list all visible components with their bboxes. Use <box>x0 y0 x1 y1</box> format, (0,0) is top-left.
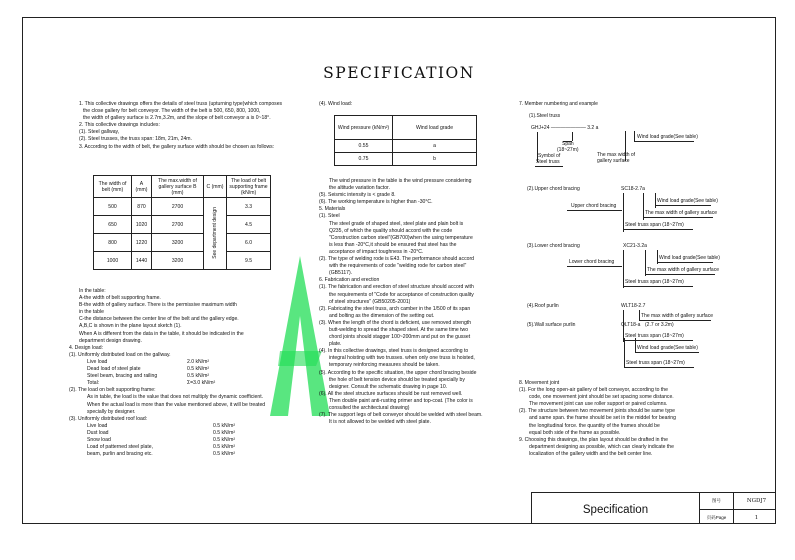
note-line: (6). All the steel structure surfaces should be rust removed well. <box>319 390 463 397</box>
table-cell: 0.55 <box>335 140 393 153</box>
middle-column <box>319 101 352 108</box>
leader-line <box>572 132 573 141</box>
see-department-design-note: See department design <box>212 206 218 259</box>
table-cell: 1220 <box>132 234 152 252</box>
table-header: The width of belt (mm) <box>94 176 132 198</box>
max-width-label: The max width of gallery surface <box>647 267 719 273</box>
left-notes <box>69 288 265 458</box>
table-cell-c <box>204 198 227 270</box>
leader-line <box>623 250 624 288</box>
note-line: and bolting as the dimension of the setting out. <box>329 312 435 319</box>
max-width-label-2: gallery surface <box>597 158 630 164</box>
load-value: 0.5 kN/m² <box>213 451 236 458</box>
intro-line: 3. According to the width of belt, the gallery surface width should be chosen as follows: <box>79 143 275 150</box>
load-line <box>69 380 265 387</box>
load-line <box>69 366 265 373</box>
load-line <box>69 451 265 458</box>
note-line: (2). The load on belt supporting frame: <box>69 387 156 394</box>
note-line: designer. Consult the schematic drawing in page 10. <box>329 383 448 390</box>
table-cell: 500 <box>94 198 132 216</box>
page-label: 页码Page <box>700 510 734 525</box>
symbol-label-2: Steel truss <box>536 159 560 165</box>
note-line: (3). Uniformly distributed roof load: <box>69 415 148 422</box>
table-cell: 4.5 <box>227 216 271 234</box>
member-numbering-heading: 7. Member numbering and example <box>519 101 598 107</box>
load-label: Dead load of steel plate <box>87 366 141 373</box>
leader-line <box>623 286 693 287</box>
note-line: the altitude variation factor. <box>329 185 390 192</box>
load-value: 0.5 kN/m² <box>213 422 236 429</box>
note-line: A,B,C is shown in the plane layout sketch (1). <box>79 323 182 330</box>
note-line: Q235, of which the quality should accord with the code <box>329 227 453 234</box>
lower-chord-title: (3).Lower chord bracing <box>527 243 580 249</box>
load-label: Dust load <box>87 429 109 436</box>
roof-purlin-code: WLT18-2.7 <box>621 303 646 309</box>
intro-line: 2. This collective drawings includes: <box>79 122 160 129</box>
note-line: department design drawing. <box>79 337 142 344</box>
note-line: Then double paint anti-rusting primer and top-coat. (The color is <box>329 397 473 404</box>
note-line: In the table: <box>79 288 106 294</box>
table-cell: 6.0 <box>227 234 271 252</box>
max-width-label: The max width of gallery surface <box>641 313 713 319</box>
leader-line <box>635 338 636 352</box>
max-width-label: The max width of gallery surface <box>645 210 717 216</box>
page-number: 1 <box>754 514 759 521</box>
max-width-label: The max width of <box>597 152 636 158</box>
note-line: B-the width of gallery surface. There is the permissive maximum width <box>79 302 237 309</box>
table-header: C (mm) <box>204 176 227 198</box>
intro-line: the close gallery for belt conveyor. The width of the belt is 500, 650, 800, 1000, <box>83 108 261 115</box>
drawing-no-label: 图号 <box>700 493 734 510</box>
table-cell: 2700 <box>152 198 204 216</box>
note-line: in the table <box>79 309 104 316</box>
leader-line <box>535 166 563 167</box>
leader-line <box>645 250 646 276</box>
note-line: C-the distance between the center line of the belt and the gallery edge. <box>79 316 239 323</box>
span-unit: (18~27m) <box>557 147 579 153</box>
load-label: Live load <box>87 422 108 429</box>
belt-width-table <box>93 175 271 270</box>
load-value: 0.5 kN/m² <box>213 436 236 443</box>
load-value: 0.5 kN/m² <box>213 429 236 436</box>
left-column <box>69 101 282 151</box>
intro-line: (1). Steel gallway, <box>79 129 120 136</box>
wind-load-heading: (4). Wind load: <box>319 101 353 107</box>
symbol-label: Symbol of <box>538 153 561 159</box>
note-line: (5). Seismic intensity is < grade 8. <box>319 192 396 199</box>
note-line: equal both side of the frame as possible. <box>529 429 621 436</box>
load-line <box>69 359 265 366</box>
leader-line <box>639 310 640 320</box>
drawing-no: NGDJ7 <box>734 493 776 510</box>
table-cell: 3.3 <box>227 198 271 216</box>
note-line: (1). Steel <box>319 213 340 220</box>
load-line <box>69 444 265 451</box>
table-header: A (mm) <box>132 176 152 198</box>
wall-purlin-code: QLT18-a <box>621 322 641 328</box>
wind-grade-label: Wind load grade(See table) <box>659 255 720 261</box>
note-line: the hole of belt tension device should be treated specially by <box>329 376 465 383</box>
leader-line <box>634 141 694 142</box>
load-line <box>69 423 265 430</box>
steel-truss-code: GHJ+24 ——————— 3.2 a <box>531 125 599 131</box>
intro-line: 1. This collective drawings offers the details of steel truss (upturning type)which composes <box>79 101 283 107</box>
leader-line <box>655 205 711 206</box>
note-line: (1). The fabrication and erection of steel structure should accord with <box>319 284 474 291</box>
note-line: department designing as possible, which can clearly indicate the <box>529 443 674 450</box>
load-label: Snow load <box>87 436 111 443</box>
table-cell: 9.5 <box>227 252 271 270</box>
note-line: the requirements of "Code for acceptance of construction quality <box>329 291 474 298</box>
roof-purlin-title: (4).Roof purlin <box>527 303 559 309</box>
note-line: consulted the architectural drawing) <box>329 405 410 411</box>
table-header: Wind load grade <box>393 116 477 140</box>
wind-grade-label: Wind load grade(See table) <box>657 198 718 204</box>
note-line: (2). The type of welding rode is E43. The performance should accord <box>319 256 474 263</box>
load-value: 0.5 kN/m² <box>187 373 210 380</box>
leader-line <box>635 352 699 353</box>
note-line: acceptance of impact toughness in -20°C. <box>329 248 424 255</box>
leader-line <box>643 217 713 218</box>
table-header: The load of belt supporting frame (kN/m) <box>227 176 271 198</box>
note-line: 5. Materials <box>319 206 346 213</box>
note-line: (3). When the length of the chord is deficient, use removed strength <box>319 319 472 326</box>
note-line: the longitudinal force. the quantity of the frames should be <box>529 422 660 429</box>
note-line: of steel structures" (GB50205-2001) <box>329 298 411 305</box>
drawing-frame <box>22 17 776 524</box>
lower-chord-label: Lower chord bracing <box>569 259 615 265</box>
note-line: "Construction carbon steel"(GB700)when the using temperature <box>329 234 473 241</box>
note-line: code, one movement joint should be set spacing some distance. <box>529 394 674 401</box>
note-line: When the actual load is more than the value mentioned above, it will be treated <box>87 401 266 408</box>
span-label: Span <box>562 141 574 147</box>
note-line: 4. Design load: <box>69 344 103 351</box>
wind-grade-label: Wind load grade(See table) <box>637 345 698 351</box>
note-line: The steel grade of shaped steel, steel plate and plain bolt is <box>329 220 464 227</box>
note-line: (2). The structure between two movement joints should be same type <box>519 408 675 415</box>
table-cell: b <box>393 153 477 166</box>
note-line: As in table, the load is the value that does not multiply the dynamic coefficient. <box>87 394 264 401</box>
table-cell: 2700 <box>152 216 204 234</box>
note-line: When A is different from the data in the table, it should be indicated in the <box>79 330 244 337</box>
span-label: Steel truss span (18~27m) <box>625 222 684 228</box>
table-cell: 1020 <box>132 216 152 234</box>
note-line: localization of the gallery width and the belt center line. <box>529 450 653 457</box>
wall-purlin-title: (5).Wall surface purlin <box>527 322 576 328</box>
note-line: with the requirements of code "welding rode for carbon steel" <box>329 263 467 270</box>
leader-line <box>567 266 622 267</box>
title-block <box>531 492 776 524</box>
note-line: The movement joint can use roller support or paired columns. <box>529 401 668 408</box>
note-line: (1). Uniformly distributed load on the gallway. <box>69 351 171 358</box>
load-value: 0.5 kN/m² <box>213 444 236 451</box>
note-line: specially by designer. <box>87 408 136 415</box>
leader-line <box>623 193 624 232</box>
max-width-range: (2.7 or 3.2m) <box>645 322 674 328</box>
load-value: 0.5 kN/m² <box>187 366 210 373</box>
note-line: butt-welding to spread the shaped steel. At the same time two <box>329 326 469 333</box>
note-line: It is not allowed to be welded with steel plate. <box>329 419 431 426</box>
wind-grade-label: Wind load grade(See table) <box>637 134 698 140</box>
upper-chord-code: SC18-2.7a <box>621 186 645 192</box>
lower-chord-code: XC21-3.2a <box>623 243 647 249</box>
upper-chord-title: (2).Upper chord bracing <box>527 186 580 192</box>
intro-line: the width of gallery surface is 2.7m,3.2m, and the slope of belt conveyor a is 0~18°. <box>83 115 271 122</box>
note-line: (1). For the long open-air gallery of belt conveyor, according to the <box>519 387 668 394</box>
leader-line <box>657 262 713 263</box>
leader-line <box>643 193 644 220</box>
steel-truss-title: (1).Steel truss <box>529 113 561 119</box>
note-line: (4). In this collective drawings, steel truss is designed according to <box>319 348 469 355</box>
note-line: is less than -20°C,it should be ensured that steel has the <box>329 241 457 248</box>
note-line: The wind pressure in the table is the wind pressure considering <box>329 178 472 184</box>
leader-line <box>624 338 625 368</box>
load-label: beam, purlin and bracing etc. <box>87 451 153 458</box>
page-title: SPECIFICATION <box>323 64 475 82</box>
note-line: plate. <box>329 341 342 348</box>
drawing-name: Specification <box>532 493 700 524</box>
note-line: (GB5117). <box>329 270 353 277</box>
leader-line <box>634 131 635 141</box>
load-line <box>69 430 265 437</box>
table-cell: 1440 <box>132 252 152 270</box>
span-label: Steel truss span (18~27m) <box>625 279 684 285</box>
leader-line <box>645 274 715 275</box>
note-line: 8. Movement joint <box>519 380 560 386</box>
load-line <box>69 437 265 444</box>
table-cell: 1000 <box>94 252 132 270</box>
note-line: A-the width of belt supporting frame. <box>79 295 161 302</box>
note-line: 6. Fabrication and erection <box>319 277 380 284</box>
note-line: temporary reinforcing measures should be taken. <box>329 362 440 369</box>
upper-chord-label: Upper chord bracing <box>571 203 617 209</box>
load-value: 2.0 kN/m² <box>187 358 210 365</box>
span-label: Steel truss span (18~27m) <box>625 333 684 339</box>
leader-line <box>623 229 693 230</box>
middle-notes <box>319 178 483 426</box>
table-cell: 3200 <box>152 252 204 270</box>
table-header: Wind pressure (kN/m²) <box>335 116 393 140</box>
load-label: Total: <box>87 380 100 387</box>
note-line: and same span. the frame should be set in the middel for bearing <box>529 415 676 422</box>
table-cell: a <box>393 140 477 153</box>
table-header: The max.width of gallery surface B (mm) <box>152 176 204 198</box>
table-cell: 650 <box>94 216 132 234</box>
note-line: (5). According to the specific situation, the upper chord bracing beside <box>319 369 477 376</box>
table-cell: 870 <box>132 198 152 216</box>
leader-line <box>567 210 622 211</box>
note-line: (2). Fabricating the steel truss, arch camber in the 1/500 of its span <box>319 305 471 312</box>
load-line <box>69 373 265 380</box>
note-line: chord joints should stagger 100~200mm and put on the gusset <box>329 334 471 341</box>
note-line: 9. Choosing this drawings, the plan layout should be drafted in the <box>519 436 668 443</box>
note-line: (7). The support legs of belt conveyor should be welded with steel beam. <box>319 412 483 419</box>
leader-line <box>639 320 711 321</box>
note-line: integral hoisting with two trusses. when only one truss is hoisted, <box>329 355 475 362</box>
load-label: Load of patterned steel plate, <box>87 444 153 451</box>
load-value: Σ=3.0 kN/m² <box>187 380 216 387</box>
table-cell: 3200 <box>152 234 204 252</box>
load-label: Live load <box>87 358 108 365</box>
load-label: Steel beam, bracing and railing <box>87 373 158 380</box>
span-label: Steel truss span (18~27m) <box>626 360 685 366</box>
table-cell: 0.75 <box>335 153 393 166</box>
note-line: (6). The working temperature is higher than -30°C. <box>319 199 433 206</box>
leader-line <box>623 340 693 341</box>
right-notes <box>519 380 676 458</box>
intro-line: (2). Steel trusses, the truss span: 18m, 21m, 24m. <box>79 136 192 143</box>
table-cell: 800 <box>94 234 132 252</box>
leader-line <box>624 367 694 368</box>
wind-table <box>334 115 477 166</box>
